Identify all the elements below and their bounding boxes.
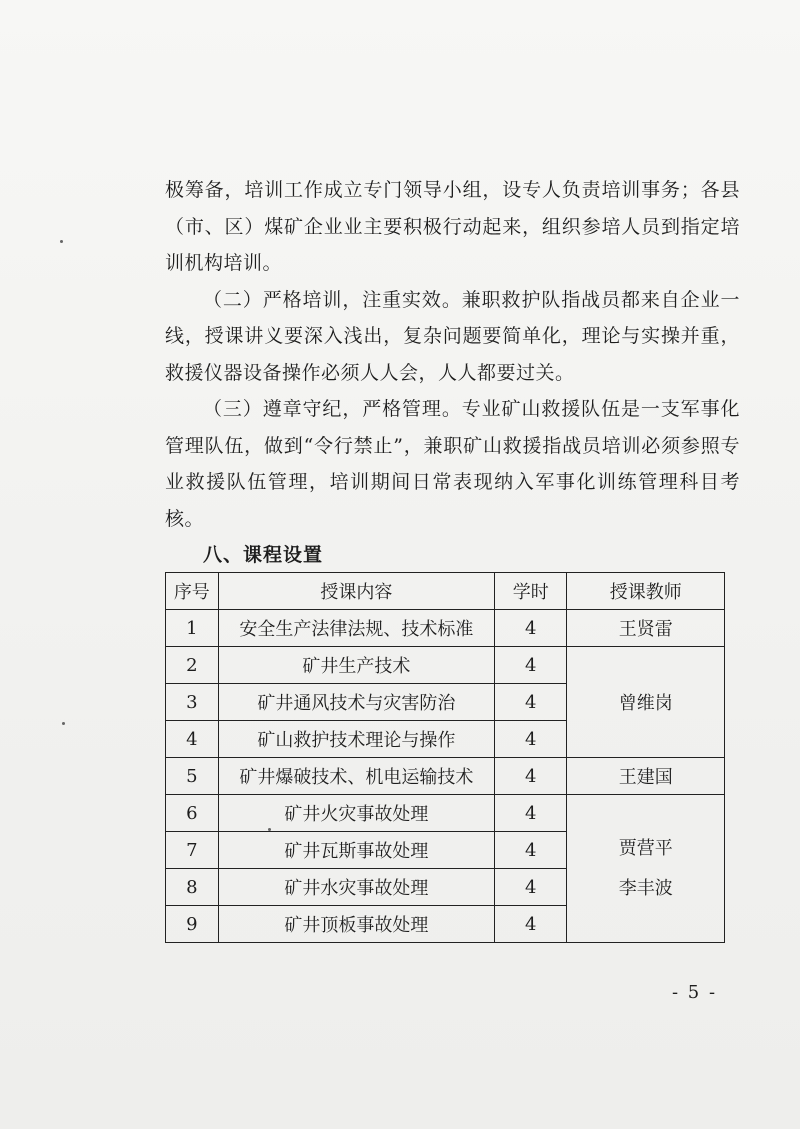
teacher-name: 李丰波 — [618, 877, 673, 899]
scan-speck — [60, 240, 63, 243]
cell-hours: 4 — [495, 721, 567, 758]
cell-content: 矿井水灾事故处理 — [218, 869, 494, 906]
cell-hours: 4 — [495, 795, 567, 832]
cell-content: 矿井瓦斯事故处理 — [218, 832, 494, 869]
cell-hours: 4 — [495, 610, 567, 647]
body-text — [165, 172, 740, 537]
cell-hours: 4 — [495, 647, 567, 684]
teacher-name: 贾营平 — [618, 837, 673, 859]
scan-speck — [268, 828, 271, 831]
cell-hours: 4 — [495, 906, 567, 943]
paragraph-strict-training: （二）严格培训，注重实效。兼职救护队指战员都来自企业一线，授课讲义要深入浅出，复杂问题要简单化，理论与实操并重，救援仪器设备操作必须人人会，人人都要过关。 — [165, 288, 740, 384]
cell-hours: 4 — [495, 869, 567, 906]
header-content: 授课内容 — [218, 573, 494, 610]
cell-hours: 4 — [495, 758, 567, 795]
cell-teacher: 王贤雷 — [567, 610, 725, 647]
cell-no: 4 — [166, 721, 219, 758]
header-teacher: 授课教师 — [567, 573, 725, 610]
table-row — [166, 795, 725, 832]
paragraph-discipline: （三）遵章守纪，严格管理。专业矿山救援队伍是一支军事化管理队伍，做到“令行禁止”，兼职矿山救援指战员培训必须参照专业救援队伍管理，培训期间日常表现纳入军事化训练管理科目考核。 — [165, 398, 740, 530]
cell-content: 矿山救护技术理论与操作 — [218, 721, 494, 758]
cell-content: 矿井顶板事故处理 — [218, 906, 494, 943]
cell-no: 3 — [166, 684, 219, 721]
cell-no: 7 — [166, 832, 219, 869]
cell-teacher: 曾维岗 — [567, 647, 725, 758]
cell-teacher: 王建国 — [567, 758, 725, 795]
cell-no: 2 — [166, 647, 219, 684]
paragraph-continuation: 极筹备，培训工作成立专门领导小组，设专人负责培训事务；各县（市、区）煤矿企业业主要积极行动起来，组织参培人员到指定培训机构培训。 — [165, 179, 740, 274]
cell-no: 5 — [166, 758, 219, 795]
cell-hours: 4 — [495, 832, 567, 869]
table-row — [166, 647, 725, 684]
cell-no: 6 — [166, 795, 219, 832]
cell-content: 矿井通风技术与灾害防治 — [218, 684, 494, 721]
table-header-row — [166, 573, 725, 610]
page-number: - 5 - — [672, 982, 718, 1003]
cell-no: 8 — [166, 869, 219, 906]
cell-content: 安全生产法律法规、技术标准 — [218, 610, 494, 647]
table-row — [166, 610, 725, 647]
scan-speck — [62, 722, 65, 725]
course-table — [165, 572, 725, 943]
cell-content: 矿井爆破技术、机电运输技术 — [218, 758, 494, 795]
cell-hours: 4 — [495, 684, 567, 721]
table-row — [166, 758, 725, 795]
cell-content: 矿井生产技术 — [218, 647, 494, 684]
cell-no: 1 — [166, 610, 219, 647]
cell-content: 矿井火灾事故处理 — [218, 795, 494, 832]
cell-teacher-group — [567, 795, 725, 943]
cell-no: 9 — [166, 906, 219, 943]
section-heading-course-setup: 八、课程设置 — [203, 544, 324, 566]
header-no: 序号 — [166, 573, 219, 610]
header-hours: 学时 — [495, 573, 567, 610]
